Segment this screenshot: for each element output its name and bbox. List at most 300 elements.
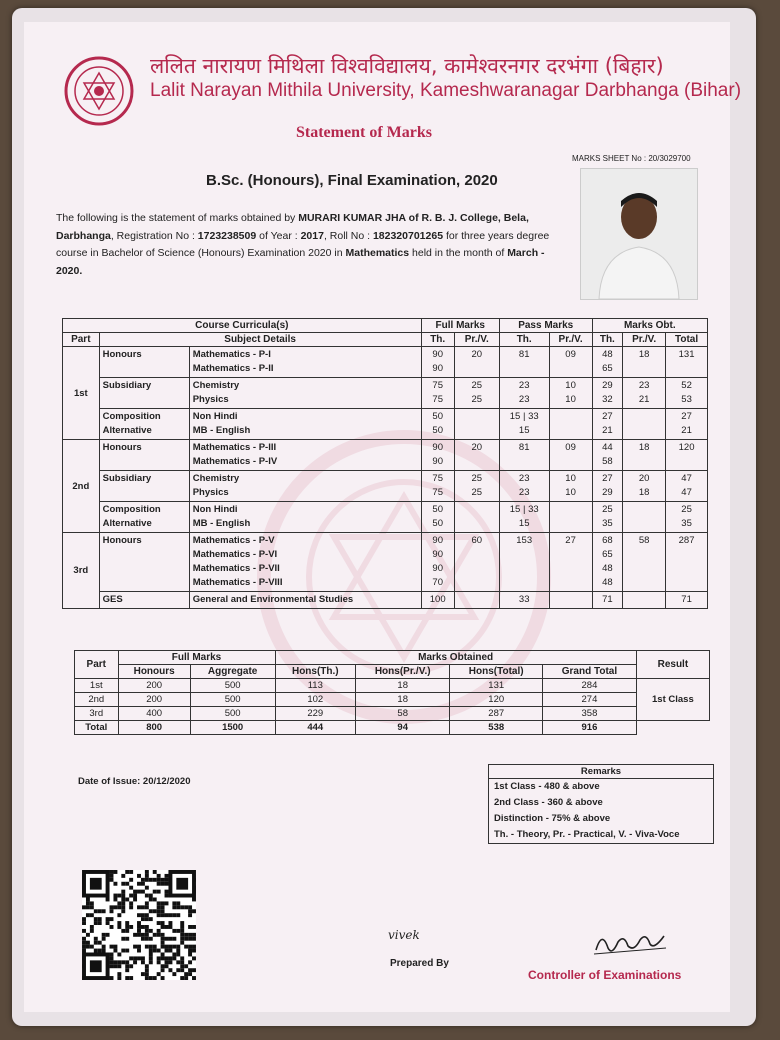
summary-total-cell: 800 (118, 721, 190, 735)
qr-module (176, 901, 180, 905)
qr-module (180, 933, 184, 937)
qr-module (133, 890, 137, 894)
qr-module (165, 925, 169, 929)
full-th-cell: 90 90 90 70 (421, 533, 454, 592)
summary-header-hons-th: Hons(Th.) (275, 665, 356, 679)
pass-pr-cell (549, 502, 592, 533)
student-photo (580, 168, 698, 300)
qr-module (113, 964, 117, 968)
registration-number: 1723238509 (197, 229, 257, 242)
qr-module (145, 874, 149, 878)
summary-cell: 1st (75, 679, 119, 693)
qr-module (157, 909, 161, 913)
qr-module (129, 878, 133, 882)
summary-cell: 131 (450, 679, 543, 693)
qr-module (149, 949, 153, 953)
qr-module (168, 937, 172, 941)
qr-module (129, 956, 133, 960)
qr-module (113, 960, 117, 964)
category-cell: Subsidiary (99, 471, 189, 502)
qr-module (176, 960, 180, 964)
qr-module (129, 925, 133, 929)
qr-module (157, 972, 161, 976)
qr-module (149, 937, 153, 941)
obt-pr-cell (623, 502, 666, 533)
remarks-line: 2nd Class - 360 & above (494, 797, 603, 808)
remarks-line: Th. - Theory, Pr. - Practical, V. - Viva-Voce (494, 829, 680, 840)
qr-module (129, 901, 133, 905)
qr-module (117, 964, 121, 968)
qr-module (161, 953, 165, 957)
qr-module (94, 937, 98, 941)
qr-module (121, 937, 125, 941)
obt-total-cell: 52 53 (666, 378, 708, 409)
summary-total-cell: 444 (275, 721, 356, 735)
pass-pr-cell: 10 10 (549, 471, 592, 502)
summary-cell: 500 (190, 693, 275, 707)
pass-pr-cell: 27 (549, 533, 592, 592)
remarks-line: 1st Class - 480 & above (494, 781, 600, 792)
qr-module (113, 945, 117, 949)
qr-module (153, 976, 157, 980)
qr-module (141, 960, 145, 964)
qr-module (188, 949, 192, 953)
obt-total-cell: 287 (666, 533, 708, 592)
qr-module (117, 972, 121, 976)
qr-module (161, 956, 165, 960)
qr-module (98, 949, 102, 953)
obt-th-cell: 48 65 (592, 347, 622, 378)
qr-module (153, 945, 157, 949)
summary-header-part: Part (75, 651, 119, 679)
qr-module (165, 937, 169, 941)
full-th-cell: 75 75 (421, 378, 454, 409)
category-cell: GES (99, 592, 189, 609)
qr-module (113, 894, 117, 898)
qr-module (168, 925, 172, 929)
marks-row (63, 347, 708, 378)
qr-module (121, 901, 125, 905)
qr-module (129, 905, 133, 909)
qr-module (113, 905, 117, 909)
statement-of-marks-title: Statement of Marks (296, 124, 432, 141)
qr-module (125, 929, 129, 933)
qr-module (125, 968, 129, 972)
qr-module (137, 929, 141, 933)
pass-pr-cell (549, 592, 592, 609)
qr-module (188, 937, 192, 941)
qr-module (192, 949, 196, 953)
qr-module (141, 890, 145, 894)
summary-total-cell: 94 (356, 721, 450, 735)
part-cell: 3rd (63, 533, 100, 609)
marks-table (62, 318, 708, 609)
qr-module (110, 956, 114, 960)
qr-module (137, 925, 141, 929)
qr-module (157, 960, 161, 964)
obt-pr-cell: 58 (623, 533, 666, 592)
marks-row (63, 471, 708, 502)
qr-module (117, 953, 121, 957)
qr-module (161, 933, 165, 937)
qr-module (172, 953, 176, 957)
header-obt-th: Th. (592, 333, 622, 347)
full-th-cell: 50 50 (421, 502, 454, 533)
summary-total-cell: Total (75, 721, 119, 735)
summary-cell: 113 (275, 679, 356, 693)
qr-module (110, 917, 114, 921)
summary-cell: 102 (275, 693, 356, 707)
qr-module (141, 913, 145, 917)
qr-module (145, 913, 149, 917)
obt-th-cell: 44 58 (592, 440, 622, 471)
category-cell: Honours (99, 440, 189, 471)
qr-module (121, 898, 125, 902)
qr-module (153, 909, 157, 913)
qr-module (94, 917, 98, 921)
qr-module (161, 878, 165, 882)
summary-header-obtained: Marks Obtained (275, 651, 636, 665)
qr-module (184, 964, 188, 968)
qr-module (165, 890, 169, 894)
qr-module (137, 905, 141, 909)
qr-module (188, 913, 192, 917)
obt-pr-cell: 20 18 (623, 471, 666, 502)
qr-module (172, 956, 176, 960)
obt-pr-cell: 18 (623, 347, 666, 378)
qr-module (168, 949, 172, 953)
result-class: 1st Class (636, 679, 709, 721)
qr-module (176, 953, 180, 957)
qr-module (125, 949, 129, 953)
qr-module (157, 929, 161, 933)
qr-module (102, 933, 106, 937)
university-logo (64, 56, 134, 126)
qr-module (106, 933, 110, 937)
qr-module (165, 964, 169, 968)
summary-header-full: Full Marks (118, 651, 275, 665)
qr-module (106, 921, 110, 925)
qr-module (133, 960, 137, 964)
qr-module (145, 945, 149, 949)
qr-module (82, 937, 86, 941)
summary-cell: 229 (275, 707, 356, 721)
qr-module (153, 878, 157, 882)
pass-th-cell: 81 (499, 440, 549, 471)
qr-module (149, 976, 153, 980)
qr-module (149, 909, 153, 913)
qr-module (117, 905, 121, 909)
qr-module (141, 972, 145, 976)
category-cell: Honours (99, 533, 189, 592)
qr-module (192, 976, 196, 980)
qr-module (110, 960, 114, 964)
full-pr-cell (454, 502, 499, 533)
student-name: MURARI KUMAR JHA (298, 212, 406, 224)
qr-module (98, 917, 102, 921)
qr-module (125, 882, 129, 886)
subject-cell: Non Hindi MB - English (189, 502, 421, 533)
full-pr-cell: 20 (454, 347, 499, 378)
summary-header-hons-total: Hons(Total) (450, 665, 543, 679)
qr-module (110, 909, 114, 913)
qr-module (90, 905, 94, 909)
qr-module (157, 874, 161, 878)
qr-module (90, 960, 102, 972)
qr-module (90, 913, 94, 917)
qr-module (90, 945, 94, 949)
obt-total-cell: 25 35 (666, 502, 708, 533)
qr-module (153, 898, 157, 902)
obt-pr-cell: 18 (623, 440, 666, 471)
remarks-line: Distinction - 75% & above (494, 813, 611, 824)
qr-module (110, 905, 114, 909)
qr-module (102, 937, 106, 941)
summary-cell: 358 (543, 707, 637, 721)
qr-module (129, 886, 133, 890)
qr-module (172, 937, 176, 941)
qr-module (165, 960, 169, 964)
summary-header-honours: Honours (118, 665, 190, 679)
qr-module (161, 968, 165, 972)
qr-module (90, 878, 102, 890)
qr-module (192, 933, 196, 937)
subject-cell: Non Hindi MB - English (189, 409, 421, 440)
qr-module (180, 941, 184, 945)
qr-module (145, 925, 149, 929)
qr-module (184, 933, 188, 937)
pass-pr-cell: 10 10 (549, 378, 592, 409)
category-cell: Subsidiary (99, 378, 189, 409)
qr-module (137, 949, 141, 953)
obt-th-cell: 27 29 (592, 471, 622, 502)
qr-module (149, 956, 153, 960)
qr-module (168, 921, 172, 925)
summary-cell: 3rd (75, 707, 119, 721)
qr-module (165, 949, 169, 953)
qr-module (172, 945, 176, 949)
roll-number: 182320701265 (372, 229, 444, 242)
full-th-cell: 50 50 (421, 409, 454, 440)
obt-th-cell: 68 65 48 48 (592, 533, 622, 592)
full-pr-cell: 20 (454, 440, 499, 471)
controller-signature (588, 924, 672, 960)
qr-module (82, 949, 86, 953)
qr-module (145, 878, 149, 882)
qr-module (180, 960, 184, 964)
header-full-marks: Full Marks (421, 319, 499, 333)
full-pr-cell: 25 25 (454, 378, 499, 409)
qr-module (180, 921, 184, 925)
qr-module (110, 878, 114, 882)
qr-module (125, 964, 129, 968)
qr-module (188, 909, 192, 913)
qr-module (98, 909, 102, 913)
subject-cell: Chemistry Physics (189, 471, 421, 502)
qr-module (86, 905, 90, 909)
summary-cell: 200 (118, 693, 190, 707)
qr-module (94, 941, 98, 945)
qr-module (168, 968, 172, 972)
full-pr-cell (454, 409, 499, 440)
qr-module (86, 941, 90, 945)
qr-module (153, 870, 157, 874)
qr-module (86, 913, 90, 917)
qr-module (137, 945, 141, 949)
qr-module (161, 913, 165, 917)
pass-th-cell: 153 (499, 533, 549, 592)
header-full-pr: Pr./V. (454, 333, 499, 347)
qr-module (184, 937, 188, 941)
summary-header-result: Result (636, 651, 709, 679)
qr-module (121, 960, 125, 964)
summary-cell: 500 (190, 679, 275, 693)
pass-pr-cell: 09 (549, 347, 592, 378)
qr-module (157, 921, 161, 925)
qr-module (188, 933, 192, 937)
part-cell: 1st (63, 347, 100, 440)
qr-module (145, 972, 149, 976)
qr-module (145, 937, 149, 941)
summary-cell: 18 (356, 693, 450, 707)
qr-module (157, 956, 161, 960)
summary-cell: 120 (450, 693, 543, 707)
prepared-by-label: Prepared By (390, 958, 449, 969)
qr-module (121, 949, 125, 953)
summary-cell: 287 (450, 707, 543, 721)
header-pass-marks: Pass Marks (499, 319, 592, 333)
qr-module (110, 953, 114, 957)
qr-module (117, 901, 121, 905)
qr-module (161, 882, 165, 886)
qr-module (149, 917, 153, 921)
qr-module (121, 909, 125, 913)
qr-module (113, 870, 117, 874)
qr-module (117, 925, 121, 929)
qr-module (110, 874, 114, 878)
qr-module (149, 898, 153, 902)
qr-module (141, 905, 145, 909)
qr-module (94, 949, 98, 953)
qr-module (188, 925, 192, 929)
qr-module (86, 933, 90, 937)
pass-th-cell: 33 (499, 592, 549, 609)
qr-module (145, 870, 149, 874)
qr-module (141, 956, 145, 960)
qr-module (157, 890, 161, 894)
pass-pr-cell (549, 409, 592, 440)
qr-module (129, 964, 133, 968)
category-cell: Composition Alternative (99, 502, 189, 533)
qr-module (176, 945, 180, 949)
qr-module (168, 913, 172, 917)
qr-module (137, 890, 141, 894)
qr-module (161, 905, 165, 909)
qr-module (192, 909, 196, 913)
summary-header-hons-pr: Hons(Pr./V.) (356, 665, 450, 679)
summary-total-cell: 1500 (190, 721, 275, 735)
qr-module (153, 933, 157, 937)
qr-module (137, 874, 141, 878)
header-marks-obtained: Marks Obt. (592, 319, 707, 333)
qr-module (161, 964, 165, 968)
qr-module (133, 956, 137, 960)
qr-module (157, 913, 161, 917)
qr-module (82, 945, 86, 949)
university-name-hindi: ललित नारायण मिथिला विश्वविद्यालय, कामेश्वरनगर दरभंगा (बिहार) (150, 54, 664, 78)
qr-module (188, 953, 192, 957)
qr-module (113, 882, 117, 886)
qr-module (161, 901, 165, 905)
qr-module (176, 913, 180, 917)
qr-module (180, 925, 184, 929)
qr-module (121, 882, 125, 886)
qr-module (157, 949, 161, 953)
full-pr-cell (454, 592, 499, 609)
qr-module (129, 870, 133, 874)
pass-th-cell: 15 | 33 15 (499, 502, 549, 533)
qr-module (133, 945, 137, 949)
qr-module (180, 964, 184, 968)
qr-module (137, 956, 141, 960)
obt-pr-cell (623, 409, 666, 440)
qr-module (145, 917, 149, 921)
qr-module (145, 894, 149, 898)
qr-module (141, 937, 145, 941)
qr-module (141, 933, 145, 937)
qr-module (117, 921, 121, 925)
remarks-title: Remarks (489, 765, 713, 779)
qr-module (110, 976, 114, 980)
qr-module (121, 905, 125, 909)
summary-total-cell: 538 (450, 721, 543, 735)
qr-module (161, 945, 165, 949)
qr-module (176, 905, 180, 909)
qr-module (157, 905, 161, 909)
qr-module (184, 945, 188, 949)
qr-module (141, 882, 145, 886)
category-cell: Honours (99, 347, 189, 378)
summary-total-cell: 916 (543, 721, 637, 735)
qr-module (141, 878, 145, 882)
qr-module (125, 937, 129, 941)
qr-module (149, 929, 153, 933)
qr-module (161, 921, 165, 925)
summary-cell: 500 (190, 707, 275, 721)
qr-module (157, 933, 161, 937)
qr-module (133, 933, 137, 937)
qr-module (172, 929, 176, 933)
qr-module (145, 886, 149, 890)
full-th-cell: 90 90 (421, 347, 454, 378)
qr-module (90, 925, 94, 929)
pass-th-cell: 15 | 33 15 (499, 409, 549, 440)
obt-total-cell: 120 (666, 440, 708, 471)
qr-module (125, 976, 129, 980)
qr-module (121, 874, 125, 878)
header-pass-th: Th. (499, 333, 549, 347)
full-pr-cell: 60 (454, 533, 499, 592)
qr-module (165, 956, 169, 960)
qr-module (180, 956, 184, 960)
qr-module (192, 956, 196, 960)
qr-module (168, 960, 172, 964)
full-th-cell: 75 75 (421, 471, 454, 502)
qr-module (141, 925, 145, 929)
prepared-by-signature: vivek (388, 928, 420, 942)
qr-module (161, 976, 165, 980)
qr-module (129, 976, 133, 980)
